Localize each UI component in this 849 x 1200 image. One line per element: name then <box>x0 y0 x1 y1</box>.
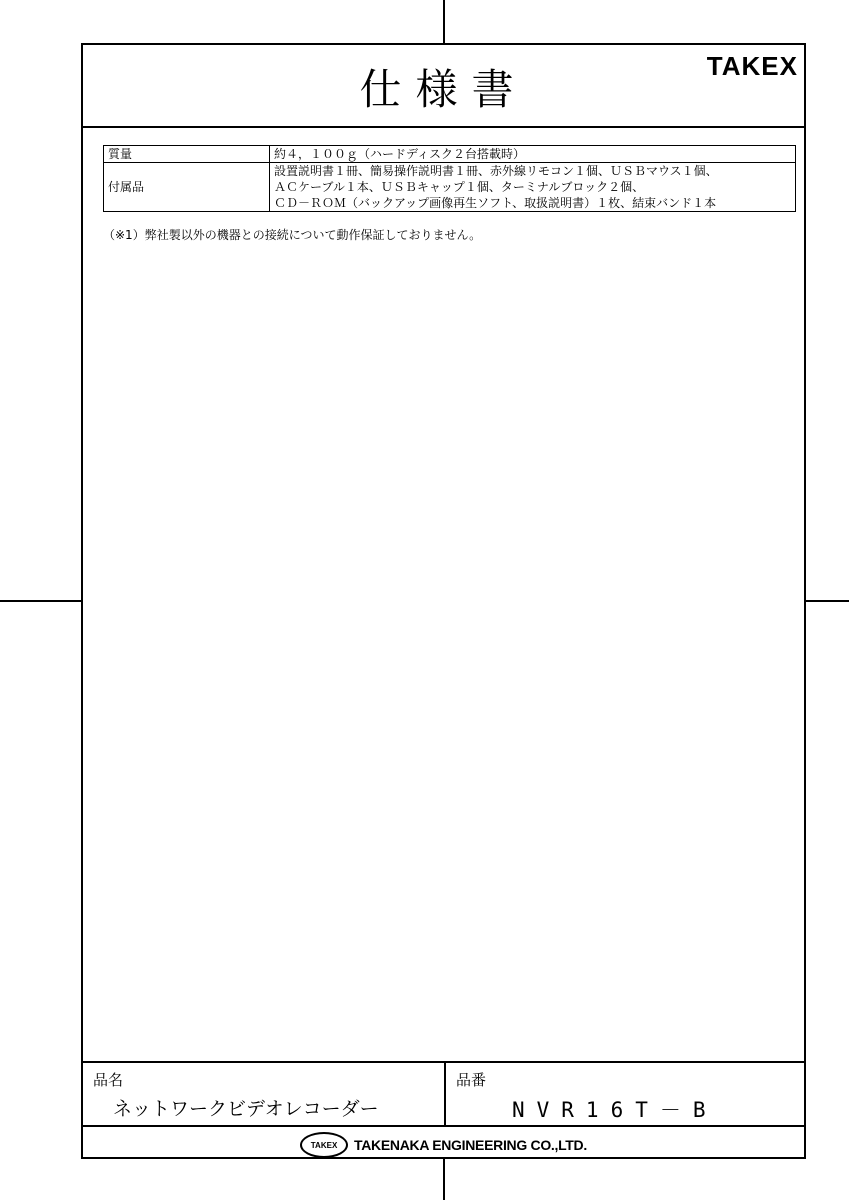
brand-logo: TAKEX <box>706 51 798 81</box>
spec-sheet <box>81 43 806 1159</box>
company-logo: TAKEX <box>300 1132 348 1158</box>
accessories-label: 付属品 <box>104 163 270 212</box>
company-bar <box>83 1125 804 1163</box>
footnote: （※1）弊社製以外の機器との接続について動作保証しておりません。 <box>103 228 482 242</box>
product-name-label: 品名 <box>93 1071 124 1089</box>
accessories-value <box>270 163 796 212</box>
title-block <box>83 1061 804 1163</box>
product-name-cell <box>83 1063 446 1125</box>
sheet-header <box>83 45 804 128</box>
weight-value: 約４，１００ｇ（ハードディスク２台搭載時） <box>270 146 796 163</box>
table-row <box>104 163 796 212</box>
accessories-line: ＡＣケーブル１本、ＵＳＢキャップ１個、ターミナルブロック２個、 <box>274 180 645 194</box>
accessories-line: ＣＤ－ＲＯＭ（バックアップ画像再生ソフト、取扱説明書）１枚、結束バンド１本 <box>274 196 717 210</box>
crop-mark-bottom <box>443 1159 445 1200</box>
product-number: NVR16T－B <box>512 1098 718 1122</box>
weight-label: 質量 <box>104 146 270 163</box>
crop-mark-left <box>0 600 81 602</box>
product-number-cell <box>446 1063 804 1125</box>
table-row <box>104 146 796 163</box>
crop-mark-top <box>443 0 445 43</box>
company-name: TAKENAKA ENGINEERING CO.,LTD. <box>354 1137 587 1153</box>
spec-table <box>103 145 796 212</box>
product-number-label: 品番 <box>456 1071 487 1089</box>
crop-mark-right <box>806 600 849 602</box>
accessories-line: 設置説明書１冊、簡易操作説明書１冊、赤外線リモコン１個、ＵＳＢマウス１個、 <box>274 164 718 178</box>
product-name: ネットワークビデオレコーダー <box>113 1098 379 1120</box>
page-title: 仕様書 <box>359 65 528 114</box>
